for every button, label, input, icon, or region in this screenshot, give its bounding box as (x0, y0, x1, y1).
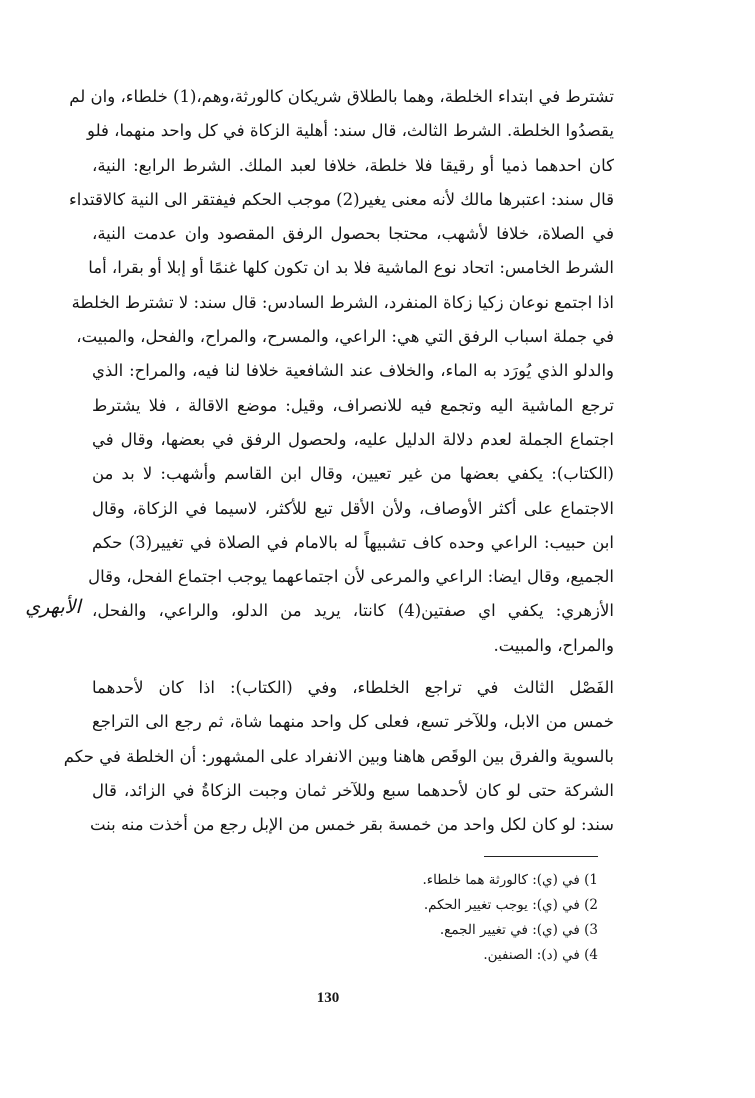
main-text-block (63, 80, 614, 843)
footnote: 1) في (ي): كالورثة هما خلطاء. (422, 872, 598, 888)
page-number: 130 (316, 990, 340, 1006)
handwritten-margin-note: الأبهري (25, 596, 81, 618)
text-line: خمس من الابل، وللآخر تسع، فعلى كل واحد منهما شاة، ثم رجع الى التراجع (92, 712, 614, 732)
text-line: الأزهري: يكفي اي صفتين(4) كانتا، يريد من الدلو، والراعي، والفحل، (92, 601, 614, 621)
text-line: والمراح، والمبيت. (493, 635, 614, 655)
section-heading-line: الفَصْل الثالث في تراجع الخلطاء، وفي (الكتاب): اذا كان لأحدهما (92, 678, 614, 698)
text-line: في الصلاة، خلافا لأشهب، محتجا بحصول الرفق المقصود وان عدمت النية، (92, 224, 614, 244)
text-line: الشرط الخامس: اتحاد نوع الماشية فلا بد ان تكون كلها غنمًا أو إبلا أو بقرا، أما (88, 258, 614, 278)
footnote: 2) في (ي): يوجب تغيير الحكم. (423, 897, 598, 913)
text-line: الاجتماع على أكثر الأوصاف، ولأن الأقل تبع للأكثر، لاسيما في الزكاة، وقال (92, 498, 614, 518)
text-line: سند: لو كان لكل واحد من خمسة بقر خمس من الإبل رجع من أخذت منه بنت (89, 815, 614, 835)
text-line: (الكتاب): يكفي بعضها من غير تعيين، وقال ابن القاسم وأشهب: لا بد من (92, 464, 614, 484)
footnote-divider (484, 856, 598, 857)
text-line: ترجع الماشية اليه وتجمع فيه للانصراف، وقيل: موضع الاقالة ، فلا يشترط (92, 395, 614, 415)
text-line: ابن حبيب: الراعي وحده كاف تشبيهاً له بالامام في الصلاة في تغيير(3) حكم (92, 532, 614, 552)
text-line: الشركة حتى لو كان لأحدهما سبع وللآخر ثمان وجبت الزكاةُ في الزائد، قال (92, 780, 614, 800)
text-line: قال سند: اعتبرها مالك لأنه معنى يغير(2) موجب الحكم فيفتقر الى النية كالاقتداء (69, 189, 614, 209)
text-line: اجتماع الجملة لعدم دلالة الدليل عليه، ولحصول الرفق في بعضها، وقال في (92, 429, 614, 449)
text-line: والدلو الذي يُورَد به الماء، والخلاف عند الشافعية خلافا لنا فيه، والمراح: الذي (92, 361, 614, 381)
text-line: تشترط في ابتداء الخلطة، وهما بالطلاق شريكان كالورثة،وهم،(1) خلطاء، وان لم (69, 87, 614, 106)
text-line: اذا اجتمع نوعان زكيا زكاة المنفرد، الشرط السادس: قال سند: لا تشترط الخلطة (71, 292, 614, 312)
footnote: 4) في (د): الصنفين. (483, 947, 598, 963)
text-line: الجميع، وقال ايضا: الراعي والمرعى لأن اجتماعهما يوجب اجتماع الفحل، وقال (88, 567, 614, 587)
footnote: 3) في (ي): في تغيير الجمع. (439, 922, 598, 938)
text-line: كان احدهما ذميا أو رقيقا فلا خلطة، خلافا لعبد الملك. الشرط الرابع: النية، (92, 155, 614, 175)
text-line: بالسوية والفرق بين الوقَص هاهنا وبين الانفراد على المشهور: أن الخلطة في حكم (63, 746, 614, 766)
text-line: يقصدُوا الخلطة. الشرط الثالث، قال سند: أهلية الزكاة في كل واحد منهما، فلو (87, 121, 614, 141)
text-line: في جملة اسباب الرفق التي هي: الراعي، والمسرح، والمراح، والفحل، والمبيت، (76, 327, 614, 347)
footnotes (300, 868, 598, 968)
